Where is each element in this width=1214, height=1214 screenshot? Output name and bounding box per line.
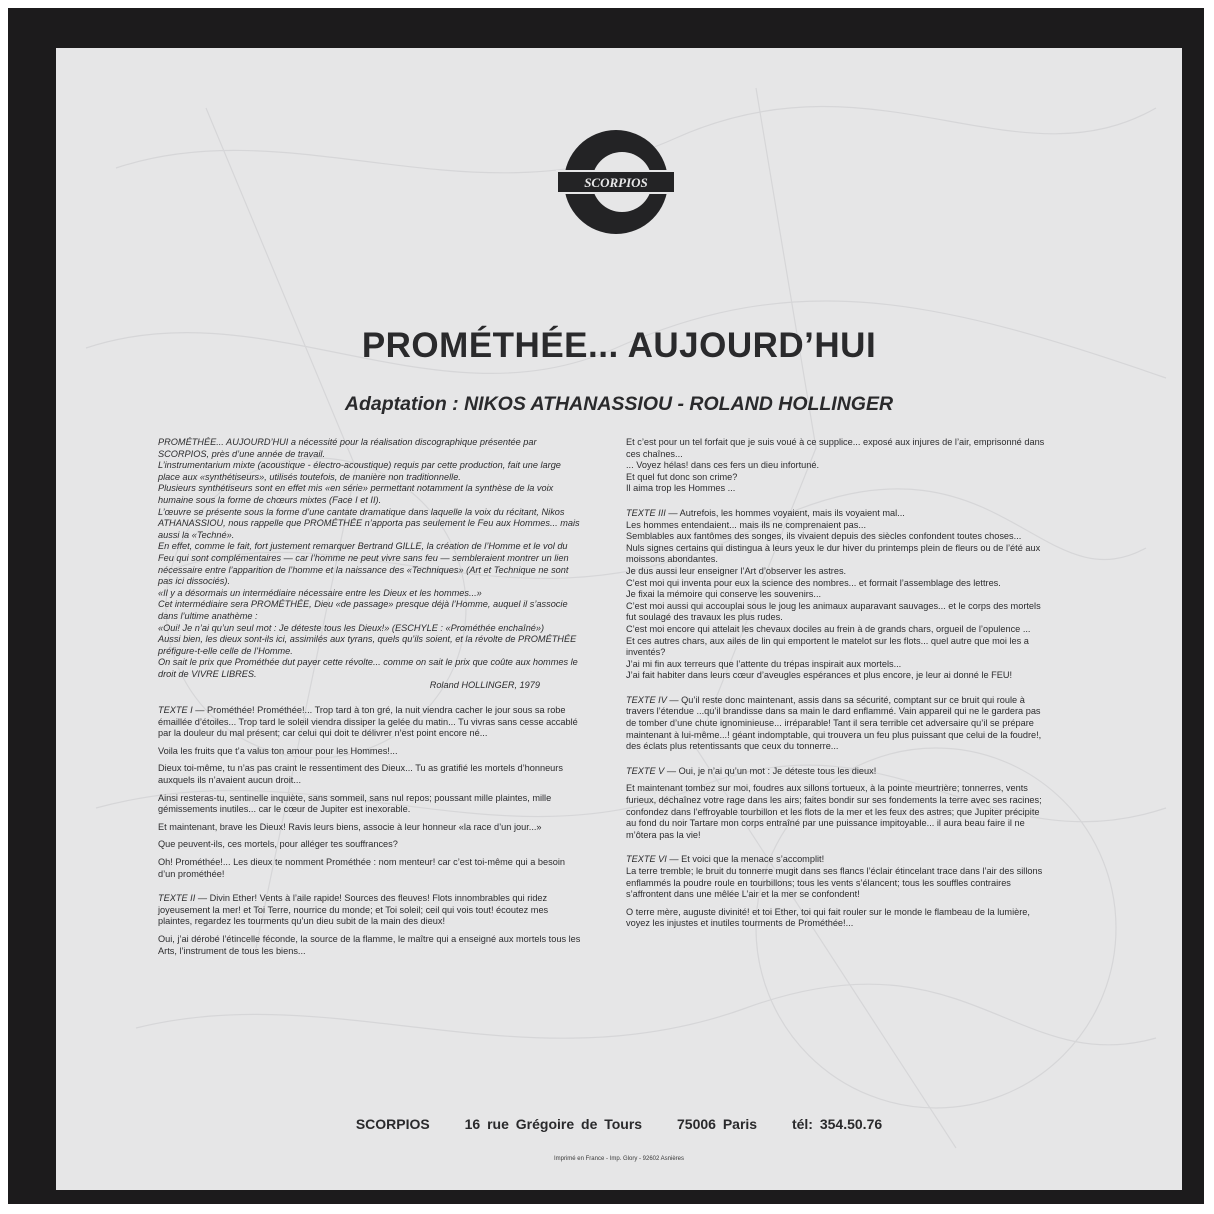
texte-3-line: Les hommes entendaient... mais ils ne comprenaient pas... bbox=[626, 519, 867, 530]
texte-6-paragraph bbox=[626, 854, 1052, 866]
texte-2-line: — Divin Ether! Vents à l’aile rapide! Sources des fleuves! Flots innombrables qui ridez joyeusement la mer! et Toi Terre, nourrice du monde; et Toi soleil; ceil qui vois tout! écoutez mes plaintes, regardez les tourments qu’un dieu subit de la main des dieux! bbox=[158, 893, 549, 927]
page-title: PROMÉTHÉE... AUJOURD’HUI bbox=[361, 326, 877, 365]
intro-paragraph: L’œuvre se présente sous la forme d’une cantate dramatique dans laquelle la voix du récitant, Nikos ATHANASSIOU, nous rappelle que PROMÉTHÉE n’apporta pas seulement le Feu aux Hommes... mais aussi la «Techné». bbox=[158, 506, 580, 540]
scorpios-logo-icon bbox=[556, 122, 676, 242]
texte-1-label: TEXTE I bbox=[158, 705, 193, 716]
right-intro-line: Et c’est pour un tel forfait que je suis voué à ce supplice... exposé aux injures de l’air, emprisonné dans ces chaînes... bbox=[626, 437, 1045, 459]
texte-3-line: J’ai fait habiter dans leurs cœur d’aveugles espérances et plus encore, je leur ai donné le FEU! bbox=[626, 670, 1013, 681]
texte-6-line: La terre tremble; le bruit du tonnerre mugit dans ses flancs l’éclair étincelant trace dans l’air des sillons enflammés la poudre roule en tourbillons; tous les vents s’élancent; tous les souffles contraires s’affrontent dans une mêlée L’air et la mer se confondent! bbox=[626, 866, 1043, 900]
logo-text: SCORPIOS bbox=[584, 175, 648, 190]
intro-paragraph: On sait le prix que Prométhée dut payer cette révolte... comme on sait le prix que coûte aux hommes le droit de VIVRE LIBRES. bbox=[158, 657, 578, 679]
texte-4-paragraph bbox=[626, 695, 1052, 753]
signature: Roland HOLLINGER, 1979 bbox=[429, 680, 540, 691]
intro-paragraph: PROMÉTHÉE... AUJOURD’HUI a nécessité pour la réalisation discographique présentée par SCORPIOS, près d’une année de travail. bbox=[158, 437, 537, 459]
texte-4-label: TEXTE IV bbox=[626, 694, 667, 705]
texte-3-line: C’est moi aussi qui accouplai sous le joug les animaux auparavant sauvages... et le corps des mortels fut soulagé des travaux les plus rudes. bbox=[626, 600, 1041, 623]
texte-4-line: — Qu’il reste donc maintenant, assis dans sa sécurité, comptant sur ce bruit qui roule à travers l’étendue ...qu’il brandisse dans sa main le dard enflammé. Vain appareil qui ne le gardera pas de tomber d’une chute ignominieuse... irréparable! Tant il sera terrible cet adversaire qu’il se prépare maintenant à lui-même...! géant indomptable, qui trouvera un feu plus puissant que celui de la foudre!, des éclats plus retentissants que ceux du tonnerre... bbox=[626, 694, 1042, 752]
texte-3-line: Je fixai la mémoire qui conserve les souvenirs... bbox=[626, 589, 822, 600]
right-intro-line: Et quel fut donc son crime? bbox=[626, 471, 738, 482]
footer-address bbox=[56, 1116, 1182, 1132]
texte-1-line: Et maintenant, brave les Dieux! Ravis leurs biens, associe à leur honneur «la race d’un jour...» bbox=[158, 821, 542, 832]
left-column bbox=[158, 437, 584, 957]
record-sleeve bbox=[8, 8, 1204, 1204]
texte-3-paragraph bbox=[626, 508, 1052, 520]
texte-5-line: — Oui, je n’ai qu’un mot : Je déteste tous les dieux! bbox=[666, 765, 877, 776]
texte-5-label: TEXTE V bbox=[626, 765, 665, 776]
footer-city: 75006 Paris bbox=[677, 1116, 758, 1132]
texte-1-line: — Prométhée! Prométhée!... Trop tard à ton gré, la nuit viendra cacher le jour sous sa robe émaillée d’étoiles... Trop tard le soleil viendra dissiper la gelée du matin... Tu vivras sans cesse accablé par la douleur du mal présent; car celui qui doit te délivrer n’est point encore né... bbox=[158, 705, 578, 739]
texte-3-line: — Autrefois, les hommes voyaient, mais ils voyaient mal... bbox=[668, 507, 905, 518]
texte-2-paragraph bbox=[158, 893, 584, 928]
texte-3-label: TEXTE III bbox=[626, 507, 666, 518]
intro-paragraph: «Il y a désormais un intermédiaire nécessaire entre les Dieux et les hommes...» bbox=[158, 587, 482, 598]
footer-phone: tél: 354.50.76 bbox=[791, 1116, 883, 1132]
intro-paragraph: Plusieurs synthétiseurs sont en effet mis «en série» permettant notamment la synthèse de la voix humaine sous la forme de chœurs mixtes (Face I et II). bbox=[158, 483, 554, 505]
texte-3-line: Semblables aux fantômes des songes, ils vivaient depuis des siècles confondent toutes choses... bbox=[626, 531, 1022, 542]
right-intro-line: ... Voyez hélas! dans ces fers un dieu infortuné. bbox=[626, 460, 820, 471]
texte-1-line: Que peuvent-ils, ces mortels, pour alléger tes souffrances? bbox=[158, 839, 398, 850]
texte-6-line: O terre mère, auguste divinité! et toi Ether, toi qui fait rouler sur le monde le flambeau de la lumière, voyez les injustes et inutiles tourments de Prométhée!... bbox=[626, 906, 1030, 929]
intro-paragraph: Aussi bien, les dieux sont-ils ici, assimilés aux tyrans, quels qu’ils soient, et la révolte de PROMÉTHÉE préfigure-t-elle celle de l’Homme. bbox=[158, 634, 577, 656]
subtitle: Adaptation : NIKOS ATHANASSIOU - ROLAND HOLLINGER bbox=[344, 393, 894, 415]
texte-3-line: C’est moi qui inventa pour eux la science des nombres... et formait l’assemblage des lettres. bbox=[626, 577, 1001, 588]
intro-paragraph: En effet, comme le fait, fort justement remarquer Bertrand GILLE, la création de l’Homme et le vol du Feu qui sont complémentaires — car l’homme ne peut vivre sans feu — sembleraient montrer un lien nécessaire entre l’apparition de l’homme et la naissance des «Techniques» (Art et Technique ne sont pas ici dissociés). bbox=[158, 541, 569, 587]
texte-5-line: Et maintenant tombez sur moi, foudres aux sillons tortueux, à la pointe meurtrière; tonnerres, vents furieux, déchaînez votre rage dans les airs; faites bondir sur ses fondements la terre avec ses racines; confondez dans l’effroyable tourbillon et les flots de la mer et les feux des astres; que Jupiter précipite au fond du noir Tartare mon corps entraîné par une puissance impitoyable... il aura beau faire il ne m’ôtera pas la vie! bbox=[626, 783, 1042, 840]
texte-3-line: Je dus aussi leur enseigner l’Art d’observer les astres. bbox=[626, 565, 847, 576]
intro-paragraph: «Oui! Je n’ai qu’un seul mot : Je déteste tous les Dieux!» (ESCHYLE : «Prométhée enchaîné») bbox=[158, 622, 545, 633]
texte-1-line: Dieux toi-même, tu n’as pas craint le ressentiment des Dieux... Tu as gratifié les mortels d’honneurs auxquels ils n’avaient aucun droit... bbox=[158, 763, 563, 786]
insert-sheet bbox=[56, 48, 1182, 1190]
texte-2-label: TEXTE II bbox=[158, 893, 196, 904]
texte-6-line: — Et voici que la menace s’accomplit! bbox=[669, 854, 825, 865]
intro-paragraph: L’instrumentarium mixte (acoustique - électro-acoustique) requis par cette production, fait une large place aux «synthétiseurs», utilisés toutefois, de manière non traditionnelle. bbox=[158, 460, 561, 482]
texte-1-line: Oh! Prométhée!... Les dieux te nomment Prométhée : nom menteur! car c’est toi-même qui a besoin d’un prométhée! bbox=[158, 857, 565, 879]
texte-3-line: Et ces autres chars, aux ailes de lin qui emportent le matelot sur les flots... quel autre que moi les a inventés? bbox=[626, 635, 1029, 658]
texte-1-paragraph bbox=[158, 705, 584, 740]
texte-5-paragraph bbox=[626, 766, 1052, 778]
printer-credit: Imprimé en France - Imp. Glory - 92602 Asnières bbox=[553, 1156, 685, 1162]
footer-street: 16 rue Grégoire de Tours bbox=[464, 1116, 643, 1132]
texte-3-line: Nuls signes certains qui distingua à leurs yeux le dur hiver du printemps plein de fleurs ou de l’été aux moissons abondantes. bbox=[626, 542, 1041, 565]
texte-3-line: J’ai mi fin aux terreurs que l’attente du trépas inspirait aux mortels... bbox=[626, 658, 902, 669]
texte-1-line: Ainsi resteras-tu, sentinelle inquiète, sans sommeil, sans nul repos; poussant mille plaintes, mille gémissements inutiles... car le cœur de Jupiter est inexorable. bbox=[158, 792, 552, 815]
right-column bbox=[626, 437, 1052, 930]
texte-6-label: TEXTE VI bbox=[626, 854, 667, 865]
intro-paragraph: Cet intermédiaire sera PROMÉTHÉE, Dieu «de passage» presque déjà l’Homme, auquel il s’associe dans l’ultime anathème : bbox=[158, 599, 568, 621]
texte-2-line: Oui, j’ai dérobé l’étincelle féconde, la source de la flamme, le maître qui a enseigné aux mortels tous les Arts, l’instrument de tous les biens... bbox=[158, 933, 581, 956]
footer-company: SCORPIOS bbox=[355, 1116, 430, 1132]
texte-3-line: C’est moi encore qui attelait les chevaux dociles au frein à de grands chars, orgueil de l’opulence ... bbox=[626, 623, 1031, 634]
right-intro-line: Il aima trop les Hommes ... bbox=[626, 483, 736, 494]
texte-1-line: Voila les fruits que t’a valus ton amour pour les Hommes!... bbox=[158, 745, 398, 756]
